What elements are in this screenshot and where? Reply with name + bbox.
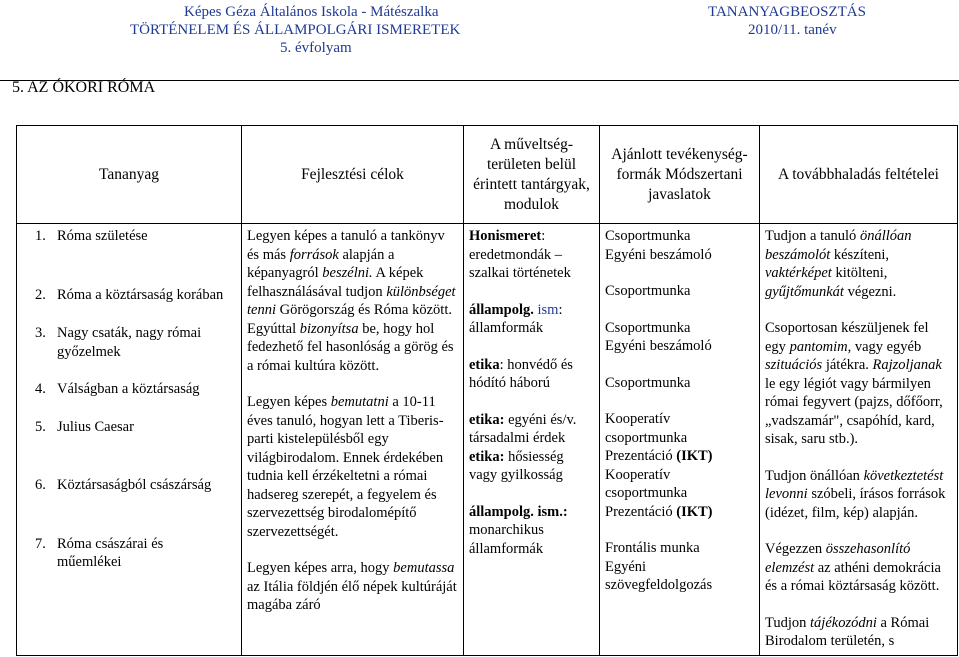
conditions-cell xyxy=(760,224,958,656)
goal-paragraph: Legyen képes a tanuló a tankönyv és más források alapján a képanyagról beszélni. A képek felhasználásával tudjon különbséget tenni Görögország és Róma között. Egyúttal bizonyítsa be, hogy hol fedezhető fel hasonlóság a görög és a római kultúra között. xyxy=(247,228,456,374)
list-item: 3. Nagy csaták, nagy római győzelmek xyxy=(35,325,202,360)
condition-paragraph: Tudjon önállóan következtetést levonni szóbeli, írásos források (idézet, film, kép) alapján. xyxy=(765,467,946,521)
condition-paragraph: Végezzen összehasonlító elemzést az athéni demokrácia és a római köztársaság között. xyxy=(765,541,941,594)
school-name: Képes Géza Általános Iskola - Mátészalka xyxy=(184,4,439,20)
activity-item: Kooperatív csoportmunka xyxy=(605,466,688,501)
subject-block: állampolg. ism.: monarchikus államformák xyxy=(469,503,568,557)
col-header-tovabb: A továbbhaladás feltételei xyxy=(760,126,958,224)
col-header-ajanlott: Ajánlott tevékenység-formák Módszertani javaslatok xyxy=(600,126,760,224)
subject-block: állampolg. ism: államformák xyxy=(469,301,563,336)
list-item: 5. Julius Caesar xyxy=(35,418,134,435)
activity-item: Egyéni beszámoló xyxy=(605,246,712,263)
activity-item: Frontális munka xyxy=(605,540,700,556)
activity-item: Kooperatív csoportmunka xyxy=(605,411,688,446)
grade-label: 5. évfolyam xyxy=(280,40,352,56)
condition-paragraph: Tudjon tájékozódni a Római Birodalom területén, s xyxy=(765,614,930,649)
curriculum-table xyxy=(16,125,958,656)
col-header-celok: Fejlesztési célok xyxy=(242,126,464,224)
condition-paragraph: Csoportosan készüljenek fel egy pantomim, vagy egyéb szituációs játékra. Rajzoljanak le egy légiót vagy bármilyen római fegyvert (pajzs, dőfőorr, „vadszamár", csapóhíd, kard, sisak, saru stb.). xyxy=(765,320,943,447)
col-header-muveltseg: A műveltség-területen belül érintett tantárgyak, modulok xyxy=(464,126,600,224)
activity-item: Csoportmunka xyxy=(605,283,691,299)
goal-paragraph: Legyen képes bemutatni a 10-11 éves tanuló, hogyan lett a Tiberis-parti kistelepülésből egy világbirodalom. Ennek érdekében tudnia kell érzékeltetni a római hadsereg szerepét, a fegyelem és szervezettség birodalomépítő szervezettségét. xyxy=(247,394,444,540)
subject-name: TÖRTÉNELEM ÉS ÁLLAMPOLGÁRI ISMERETEK xyxy=(130,22,461,38)
subjects-cell xyxy=(464,224,600,656)
activity-item: Egyéni szövegfeldolgozás xyxy=(605,558,713,593)
table-header-row xyxy=(17,126,958,224)
activity-item: Prezentáció (IKT) xyxy=(605,503,713,520)
list-item: 7. Róma császárai és műemlékei xyxy=(35,535,164,570)
activity-item: Csoportmunka xyxy=(605,374,691,391)
activity-item: Csoportmunka xyxy=(605,228,691,244)
activities-cell xyxy=(600,224,760,656)
school-year: 2010/11. tanév xyxy=(748,22,837,38)
condition-paragraph: Tudjon a tanuló önállóan beszámolót készíteni, vaktérképet kitölteni, gyűjtőmunkát végezni. xyxy=(765,228,912,300)
section-title: 5. AZ ÓKORI RÓMA xyxy=(12,79,156,96)
goals-cell xyxy=(242,224,464,656)
col-header-tananyag: Tananyag xyxy=(17,126,242,224)
page-header xyxy=(0,0,959,60)
topics-cell xyxy=(17,224,242,656)
subject-block: etika: hősiesség vagy gyilkosság xyxy=(469,448,564,483)
activity-item: Prezentáció (IKT) xyxy=(605,448,713,464)
activity-item: Egyéni beszámoló xyxy=(605,338,712,354)
document-type: TANANYAGBEOSZTÁS xyxy=(708,4,866,20)
subject-block: etika: egyéni és/v. társadalmi érdek xyxy=(469,411,577,446)
subject-block: Honismeret: eredetmondák – szalkai történetek xyxy=(469,228,571,281)
table-row xyxy=(17,224,958,656)
list-item: 6. Köztársaságból császárság xyxy=(35,477,212,493)
header-rule xyxy=(0,40,959,81)
goal-paragraph: Legyen képes arra, hogy bemutassa az Itália földjén élő népek kultúráját magába záró xyxy=(247,560,457,613)
list-item: 2. Róma a köztársaság korában xyxy=(35,286,224,303)
subject-block: etika: honvédő és hódító háború xyxy=(469,356,573,391)
list-item: 1. Róma születése xyxy=(35,228,148,244)
activity-item: Csoportmunka xyxy=(605,319,691,336)
list-item: 4. Válságban a köztársaság xyxy=(35,381,200,397)
